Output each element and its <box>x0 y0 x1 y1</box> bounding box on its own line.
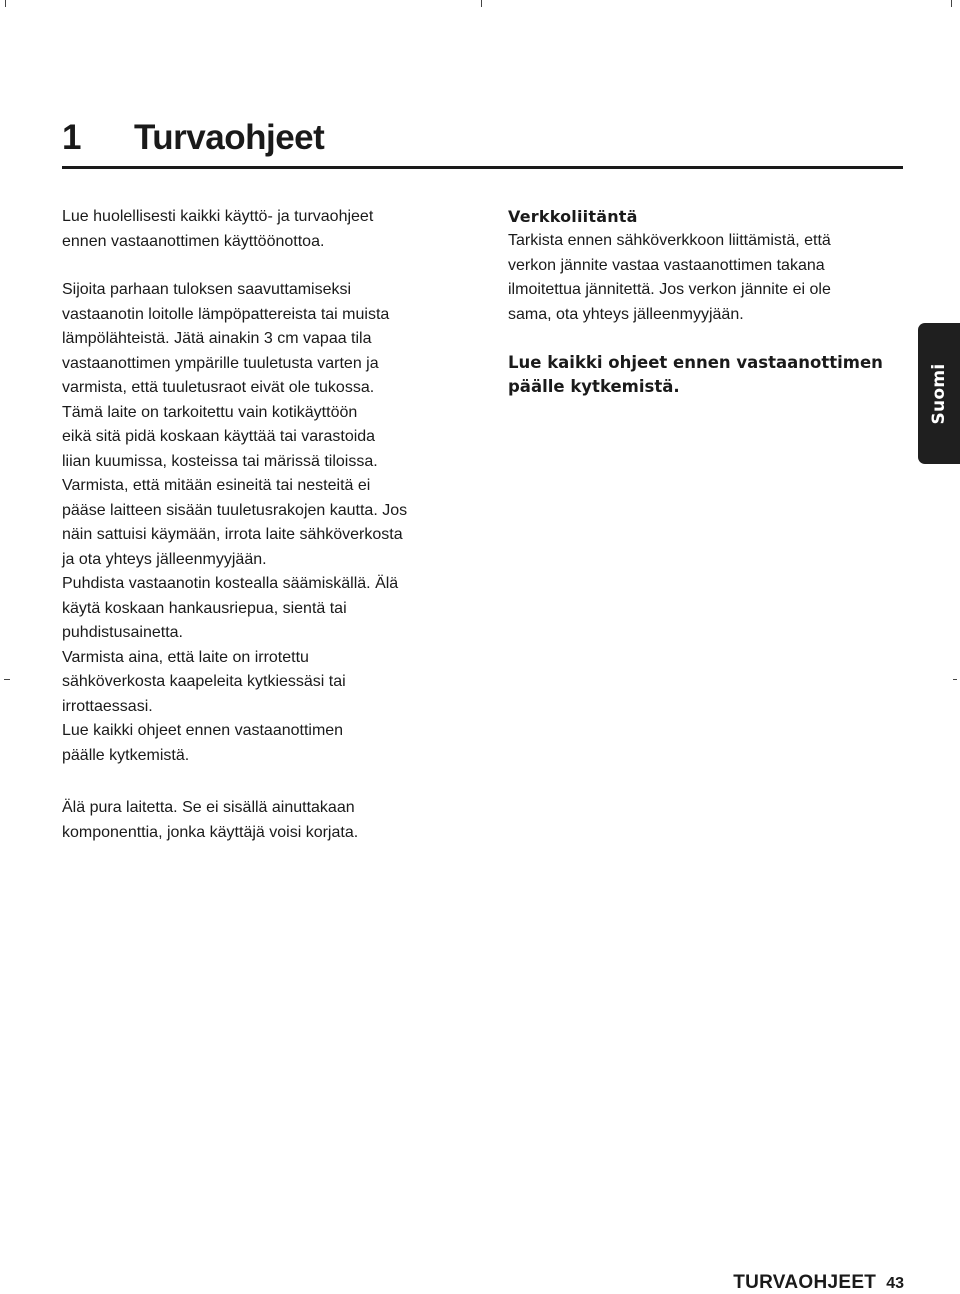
text-line: komponenttia, jonka käyttäjä voisi korjata. <box>62 823 359 841</box>
right-column <box>508 205 908 399</box>
page-footer <box>733 1272 904 1294</box>
text-line: päälle kytkemistä. <box>508 377 680 396</box>
left-column <box>62 205 472 845</box>
text-line: liian kuumissa, kosteissa tai märissä tiloissa. <box>62 452 378 470</box>
text-line: varmista, että tuuletusraot eivät ole tukossa. <box>62 379 375 396</box>
text-line: lämpölähteistä. Jätä ainakin 3 cm vapaa tila <box>62 330 372 347</box>
language-tab <box>918 323 960 464</box>
language-tab-label: Suomi <box>929 362 949 425</box>
text-line: sähköverkosta kaapeleita kytkiessäsi tai <box>62 673 346 690</box>
crop-mark <box>953 679 957 680</box>
text-line: puhdistusainetta. <box>62 624 183 641</box>
text-line: ilmoitettua jännitettä. Jos verkon jännite ei ole <box>508 281 831 298</box>
text-line: Varmista, että mitään esineitä tai nesteitä ei <box>62 477 371 494</box>
warning-paragraph <box>62 796 472 845</box>
text-line: sama, ota yhteys jälleenmyyjään. <box>508 305 744 323</box>
text-line: käytä koskaan hankausriepua, sientä tai <box>62 599 347 617</box>
text-line: vastaanottimen ympärille tuuletusta varten ja <box>62 354 379 372</box>
text-line: ja ota yhteys jälleenmyyjään. <box>62 550 267 568</box>
text-line: Älä pura laitetta. Se ei sisällä ainuttakaan <box>62 799 355 816</box>
text-line: Lue huolellisesti kaikki käyttö- ja turvaohjeet <box>62 208 374 225</box>
crop-mark <box>951 0 952 7</box>
chapter-title: Turvaohjeet <box>134 118 325 157</box>
title-rule <box>62 166 903 169</box>
page-title <box>62 118 324 158</box>
section-heading: Verkkoliitäntä <box>508 207 638 226</box>
text-line: päälle kytkemistä. <box>62 746 190 764</box>
page-number: 43 <box>886 1275 904 1292</box>
footer-section-title: TURVAOHJEET <box>733 1272 877 1293</box>
text-line: Lue kaikki ohjeet ennen vastaanottimen <box>508 353 883 372</box>
text-line: Sijoita parhaan tuloksen saavuttamiseksi <box>62 281 352 298</box>
text-line: Puhdista vastaanotin kostealla säämiskällä. Älä <box>62 575 399 592</box>
text-line: näin sattuisi käymään, irrota laite sähköverkosta <box>62 526 403 543</box>
chapter-number: 1 <box>62 118 81 157</box>
text-line: Tarkista ennen sähköverkkoon liittämistä, että <box>508 232 831 249</box>
intro-paragraph <box>62 205 472 254</box>
mains-paragraph <box>508 229 908 327</box>
instructions-paragraph <box>62 278 472 768</box>
crop-mark <box>481 0 482 7</box>
text-line: verkon jännite vastaa vastaanottimen takana <box>508 256 825 274</box>
text-line: vastaanotin loitolle lämpöpattereista tai muista <box>62 305 390 323</box>
text-line: Tämä laite on tarkoitettu vain kotikäyttöön <box>62 403 358 421</box>
text-line: eikä sitä pidä koskaan käyttää tai varastoida <box>62 428 376 445</box>
text-line: Varmista aina, että laite on irrotettu <box>62 648 309 666</box>
crop-mark <box>4 679 10 680</box>
text-line: irrottaessasi. <box>62 697 153 715</box>
crop-mark <box>5 0 6 7</box>
text-line: Lue kaikki ohjeet ennen vastaanottimen <box>62 722 344 739</box>
note-paragraph <box>508 351 908 399</box>
text-line: ennen vastaanottimen käyttöönottoa. <box>62 232 325 250</box>
text-line: pääse laitteen sisään tuuletusrakojen kautta. Jos <box>62 501 408 519</box>
